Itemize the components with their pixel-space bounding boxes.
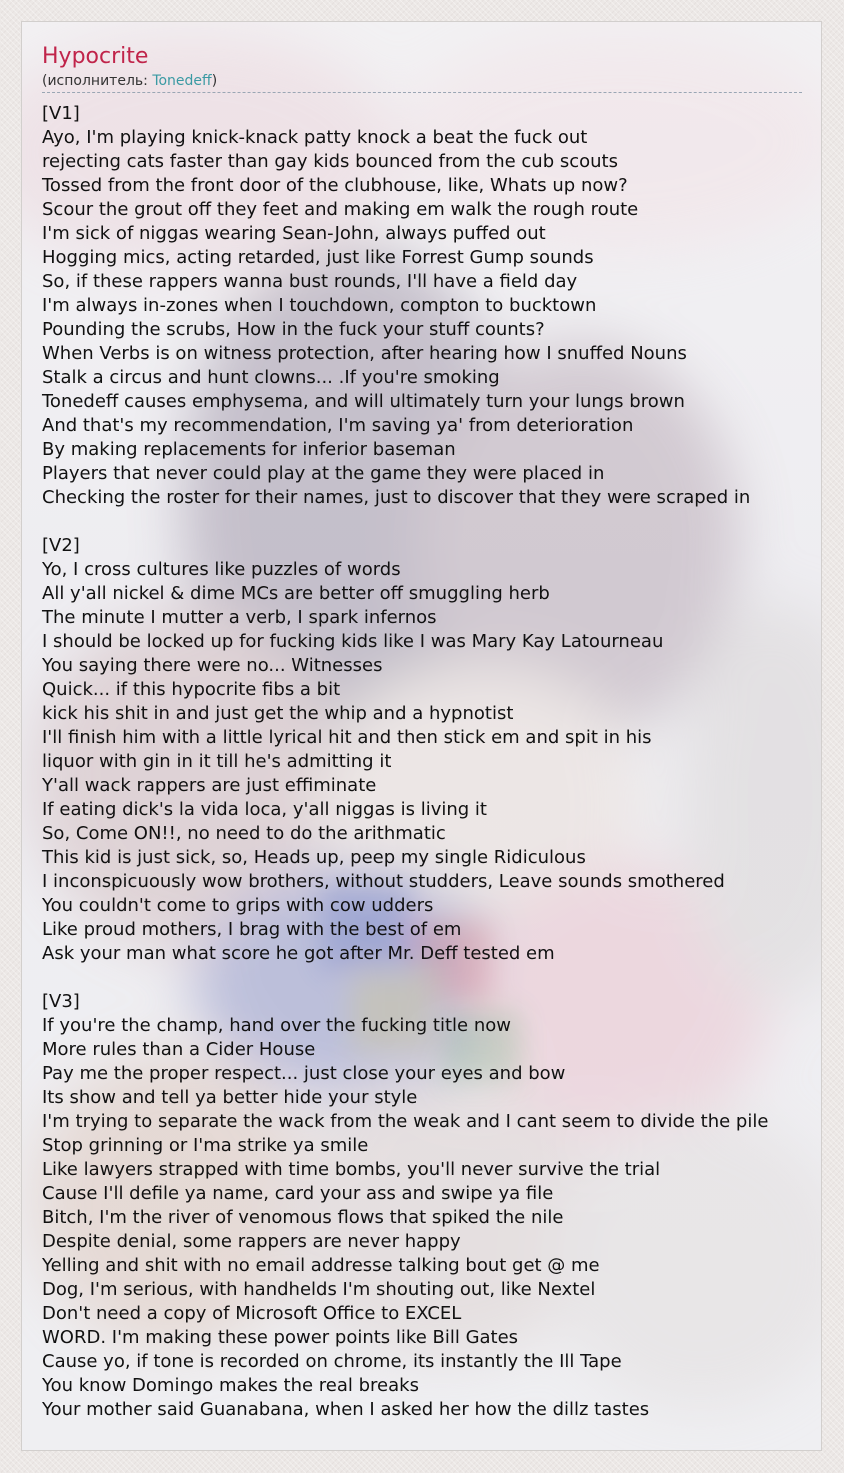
artist-line (42, 72, 802, 93)
lyric-line: Yelling and shit with no email addresse talking bout get @ me (42, 1255, 600, 1276)
lyric-line: So, Come ON!!, no need to do the arithmatic (42, 823, 446, 844)
lyric-line: Its show and tell ya better hide your style (42, 1087, 418, 1108)
lyric-line: And that's my recommendation, I'm saving ya' from deterioration (42, 415, 634, 436)
artist-link[interactable]: Tonedeff (152, 73, 212, 89)
lyric-line: Don't need a copy of Microsoft Office to EXCEL (42, 1303, 462, 1324)
lyric-line: If eating dick's la vida loca, y'all niggas is living it (42, 799, 487, 820)
artist-prefix: (исполнитель: (42, 73, 153, 89)
lyric-line: This kid is just sick, so, Heads up, peep my single Ridiculous (42, 847, 586, 868)
lyric-line: When Verbs is on witness protection, after hearing how I snuffed Nouns (42, 343, 687, 364)
lyric-line: Pounding the scrubs, How in the fuck your stuff counts? (42, 319, 545, 340)
lyric-line: Your mother said Guanabana, when I asked her how the dillz tastes (42, 1399, 650, 1420)
stanza-label: [V2] (42, 535, 80, 556)
lyric-line: You couldn't come to grips with cow udders (42, 895, 434, 916)
lyrics-text (42, 102, 822, 1422)
lyric-line: Cause yo, if tone is recorded on chrome, its instantly the Ill Tape (42, 1351, 622, 1372)
lyric-line: You saying there were no... Witnesses (42, 655, 383, 676)
lyric-line: I inconspicuously wow brothers, without studders, Leave sounds smothered (42, 871, 725, 892)
stanza-label: [V1] (42, 103, 80, 124)
lyric-line: Despite denial, some rappers are never happy (42, 1231, 461, 1252)
stanza (42, 102, 822, 510)
lyrics-card (21, 21, 822, 1451)
lyric-line: Yo, I cross cultures like puzzles of words (42, 559, 401, 580)
lyric-line: liquor with gin in it till he's admitting it (42, 751, 392, 772)
lyric-line: WORD. I'm making these power points like Bill Gates (42, 1327, 519, 1348)
lyric-line: kick his shit in and just get the whip and a hypnotist (42, 703, 514, 724)
lyrics-content (42, 42, 822, 1446)
stanza (42, 534, 822, 966)
lyric-line: All y'all nickel & dime MCs are better off smuggling herb (42, 583, 550, 604)
lyric-line: Like proud mothers, I brag with the best of em (42, 919, 462, 940)
stanza-label: [V3] (42, 991, 80, 1012)
lyric-line: I should be locked up for fucking kids like I was Mary Kay Latourneau (42, 631, 664, 652)
lyric-line: If you're the champ, hand over the fucking title now (42, 1015, 511, 1036)
lyric-line: Tonedeff causes emphysema, and will ultimately turn your lungs brown (42, 391, 685, 412)
lyric-line: Ayo, I'm playing knick-knack patty knock a beat the fuck out (42, 127, 588, 148)
lyric-line: I'm trying to separate the wack from the weak and I cant seem to divide the pile (42, 1111, 769, 1132)
lyric-line: Stop grinning or I'ma strike ya smile (42, 1135, 369, 1156)
lyric-line: Quick... if this hypocrite fibs a bit (42, 679, 341, 700)
lyric-line: Like lawyers strapped with time bombs, you'll never survive the trial (42, 1159, 661, 1180)
lyric-line: Checking the roster for their names, just to discover that they were scraped in (42, 487, 751, 508)
lyric-line: Ask your man what score he got after Mr. Deff tested em (42, 943, 555, 964)
lyric-line: Y'all wack rappers are just effiminate (42, 775, 377, 796)
song-title: Hypocrite (42, 44, 149, 69)
lyric-line: Stalk a circus and hunt clowns... .If you're smoking (42, 367, 500, 388)
lyric-line: Hogging mics, acting retarded, just like Forrest Gump sounds (42, 247, 594, 268)
artist-suffix: ) (211, 73, 218, 89)
lyric-line: Pay me the proper respect... just close your eyes and bow (42, 1063, 566, 1084)
lyric-line: More rules than a Cider House (42, 1039, 316, 1060)
lyric-line: I'll finish him with a little lyrical hit and then stick em and spit in his (42, 727, 652, 748)
lyric-line: rejecting cats faster than gay kids bounced from the cub scouts (42, 151, 618, 172)
lyric-line: Cause I'll defile ya name, card your ass and swipe ya file (42, 1183, 554, 1204)
lyric-line: Dog, I'm serious, with handhelds I'm shouting out, like Nextel (42, 1279, 596, 1300)
lyric-line: So, if these rappers wanna bust rounds, I'll have a field day (42, 271, 578, 292)
lyric-line: You know Domingo makes the real breaks (42, 1375, 419, 1396)
lyric-line: I'm always in-zones when I touchdown, compton to bucktown (42, 295, 597, 316)
lyric-line: Tossed from the front door of the clubhouse, like, Whats up now? (42, 175, 628, 196)
lyric-line: Scour the grout off they feet and making em walk the rough route (42, 199, 639, 220)
lyric-line: Bitch, I'm the river of venomous flows that spiked the nile (42, 1207, 564, 1228)
lyric-line: The minute I mutter a verb, I spark infernos (42, 607, 437, 628)
lyric-line: I'm sick of niggas wearing Sean-John, always puffed out (42, 223, 546, 244)
stanza (42, 990, 822, 1422)
lyric-line: By making replacements for inferior baseman (42, 439, 456, 460)
lyric-line: Players that never could play at the game they were placed in (42, 463, 605, 484)
